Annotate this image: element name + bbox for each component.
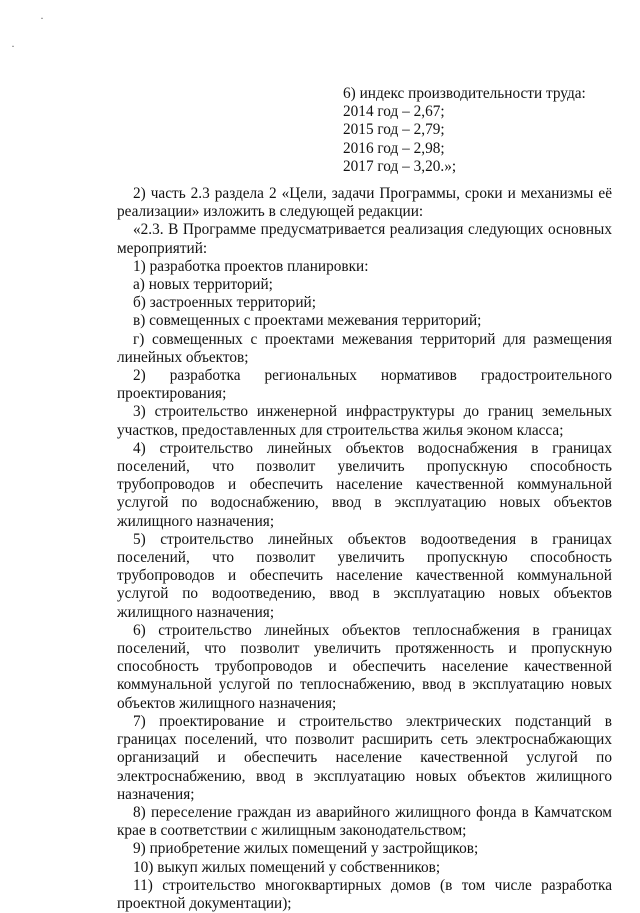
paragraph: 4) строительство линейных объектов водоснабжения в границах поселений, что позволит увеличить пропускную способность трубопроводов и обеспечить население качественной коммунальной услугой по водоснабжению, ввод в эксплуатацию новых объектов жилищного назначения; <box>117 439 612 530</box>
paragraph: 7) проектирование и строительство электрических подстанций в границах поселений, что позволит расширить сеть электроснабжающих организаций и обеспечить население качественной услугой по электроснабжению, ввод в эксплуатацию новых объектов жилищного назначения; <box>117 712 612 803</box>
list-item: 9) приобретение жилых помещений у застройщиков; <box>133 840 479 858</box>
paragraph: 8) переселение граждан из аварийного жилищного фонда в Камчатском крае в соответствии с жилищным законодательством; <box>117 803 612 840</box>
productivity-index-block <box>343 85 623 176</box>
index-line: 2015 год – 2,79; <box>343 121 445 139</box>
paragraph: 2) часть 2.3 раздела 2 «Цели, задачи Программы, сроки и механизмы её реализации» изложить в следующей редакции: <box>117 185 612 221</box>
index-line: 2017 год – 3,20.»; <box>343 157 457 175</box>
paragraph: «2.3. В Программе предусматривается реализация следующих основных мероприятий: <box>117 221 612 257</box>
list-item: а) новых территорий; <box>133 276 273 294</box>
index-line: 2014 год – 2,67; <box>343 103 445 121</box>
list-item: в) совмещенных с проектами межевания территорий; <box>133 312 482 330</box>
paragraph: 5) строительство линейных объектов водоотведения в границах поселений, что позволит увеличить пропускную способность трубопроводов и обеспечить население качественной коммунальной услугой по водоотведению, ввод в эксплуатацию новых объектов жилищного назначения; <box>117 530 612 621</box>
index-heading: 6) индекс производительности труда: <box>343 85 586 102</box>
document-body <box>117 185 612 913</box>
paragraph: 2) разработка региональных нормативов градостроительного проектирования; <box>117 367 612 403</box>
scan-mark: · <box>40 11 44 25</box>
list-item: б) застроенных территорий; <box>133 294 316 312</box>
scan-mark: · <box>11 39 15 53</box>
paragraph: 3) строительство инженерной инфраструктуры до границ земельных участков, предоставленных для строительства жилья эконом класса; <box>117 403 612 439</box>
paragraph: г) совмещенных с проектами межевания территорий для размещения линейных объектов; <box>117 330 612 366</box>
list-item: 1) разработка проектов планировки: <box>133 257 369 275</box>
paragraph: 11) строительство многоквартирных домов (в том числе разработка проектной документации); <box>117 876 612 912</box>
index-line: 2016 год – 2,98; <box>343 139 445 157</box>
list-item: 10) выкуп жилых помещений у собственников; <box>133 858 441 876</box>
paragraph: 6) строительство линейных объектов теплоснабжения в границах поселений, что позволит увеличить протяженность и пропускную способность трубопроводов и обеспечить население качественной коммунальной услугой по теплоснабжению, ввод в эксплуатацию новых объектов жилищного назначения; <box>117 621 612 712</box>
